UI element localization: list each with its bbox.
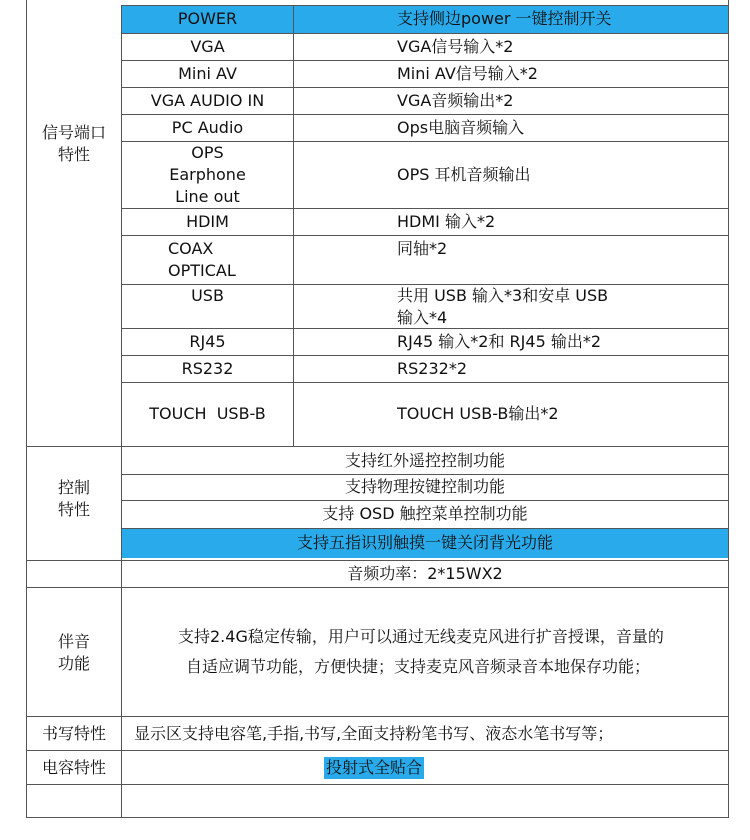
desc-usb-line-1: 共用 USB 输入*3和安卓 USB xyxy=(397,286,609,305)
capacitive-value-cell xyxy=(324,751,524,784)
port-usb: USB xyxy=(191,286,224,305)
desc-rs232: RS232*2 xyxy=(397,358,467,378)
port-ops-line-2: Earphone xyxy=(169,164,246,184)
port-pc-audio: PC Audio xyxy=(171,117,244,137)
desc-touch-usb-b: TOUCH USB-B输出*2 xyxy=(397,404,559,423)
port-rj45: RJ45 xyxy=(189,331,226,351)
sound-category-label xyxy=(27,626,121,680)
desc-power: 支持侧边power 一键控制开关 xyxy=(397,9,612,28)
port-ops-line-1: OPS xyxy=(191,142,224,162)
control-category-label xyxy=(27,474,121,524)
capacitive-value: 投射式全贴合 xyxy=(326,757,423,777)
sound-category-line-2: 功能 xyxy=(57,654,90,673)
writing-label: 书写特性 xyxy=(41,723,106,743)
desc-hdmi: HDMI 输入*2 xyxy=(397,211,496,231)
port-vga: VGA xyxy=(190,36,225,56)
port-rs232: RS232 xyxy=(181,358,234,378)
desc-ops-earphone: OPS 耳机音频输出 xyxy=(397,164,531,184)
port-hdim: HDIM xyxy=(186,211,229,231)
sound-line-2: 自适应调节功能，方便快捷；支持麦克风音频录音本地保存功能； xyxy=(186,657,651,676)
desc-rj45: RJ45 输入*2和 RJ45 输出*2 xyxy=(397,331,602,351)
signal-category-line-1: 信号端口 xyxy=(41,123,106,142)
port-mini-av: Mini AV xyxy=(178,63,237,83)
desc-pc-audio: Ops电脑音频输入 xyxy=(397,117,525,137)
desc-usb-line-2: 输入*4 xyxy=(397,308,448,327)
port-power: POWER xyxy=(177,9,238,28)
desc-vga-audio: VGA音频输出*2 xyxy=(397,90,514,110)
sound-line-1: 支持2.4G稳定传输，用户可以通过无线麦克风进行扩音授课，音量的 xyxy=(178,627,664,646)
signal-column-divider xyxy=(293,5,294,446)
desc-usb xyxy=(397,285,727,329)
sound-description xyxy=(178,622,726,682)
port-ops-earphone xyxy=(122,141,293,208)
capacitive-label: 电容特性 xyxy=(41,757,106,777)
signal-category-label xyxy=(27,116,121,172)
control-five-finger: 支持五指识别触摸一键关闭背光功能 xyxy=(296,533,553,552)
audio-power: 音频功率：2*15WX2 xyxy=(347,563,503,583)
control-category-line-1: 控制 xyxy=(57,478,90,497)
table-right-border xyxy=(728,0,729,818)
row-line xyxy=(121,235,728,236)
desc-coax: 同轴*2 xyxy=(397,239,448,258)
port-vga-audio-in: VGA AUDIO IN xyxy=(150,90,265,110)
port-ops-line-3: Line out xyxy=(175,186,240,206)
control-physical-keys: 支持物理按键控制功能 xyxy=(344,477,505,496)
port-touch-usb-b: TOUCH USB-B xyxy=(149,404,266,423)
sound-category-line-1: 伴音 xyxy=(57,632,90,651)
signal-category-line-2: 特性 xyxy=(57,145,90,164)
row-line xyxy=(26,784,728,785)
control-osd: 支持 OSD 触控菜单控制功能 xyxy=(322,504,528,523)
desc-mini-av: Mini AV信号输入*2 xyxy=(397,63,538,83)
desc-vga: VGA信号输入*2 xyxy=(397,36,514,56)
port-coax-optical xyxy=(168,237,293,283)
control-category-line-2: 特性 xyxy=(57,500,90,519)
row-line xyxy=(26,587,728,588)
port-coax-line-2: OPTICAL xyxy=(168,261,236,280)
port-coax-line-1: COAX xyxy=(168,239,214,258)
control-infrared: 支持红外遥控控制功能 xyxy=(344,450,505,470)
writing-value: 显示区支持电容笔,手指,书写,全面支持粉笔书写、液态水笔书写等； xyxy=(134,723,614,743)
row-line xyxy=(26,817,728,818)
